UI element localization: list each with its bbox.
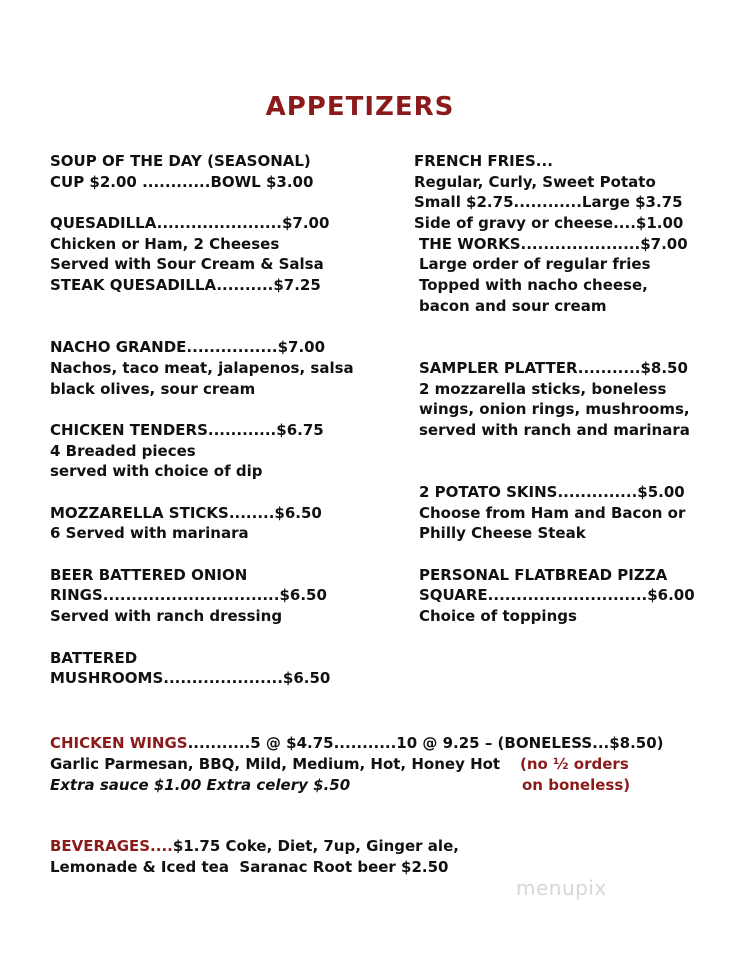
item-line: SOUP OF THE DAY (SEASONAL) [50, 152, 311, 170]
menu-item-quesadilla [50, 213, 354, 296]
menu-item-the-works [414, 234, 695, 317]
menu-item-mozzarella-sticks [50, 503, 354, 544]
item-line: Side of gravy or cheese....$1.00 [414, 214, 684, 233]
item-line: wings, onion rings, mushrooms, [419, 400, 690, 419]
menu-item-potato-skins [414, 482, 695, 544]
item-line: SAMPLER PLATTER...........$8.50 [419, 358, 688, 377]
item-line: Served with ranch dressing [50, 607, 283, 626]
beverages-line-2: Lemonade & Iced tea Saranac Root beer $2.50 [50, 858, 449, 876]
menupix-watermark: menupix [516, 876, 607, 900]
item-line: Large order of regular fries [419, 255, 651, 274]
item-line: Choice of toppings [419, 607, 577, 626]
item-line: BEER BATTERED ONION [50, 565, 248, 584]
item-line: Topped with nacho cheese, [419, 276, 648, 295]
chicken-wings-section [50, 733, 670, 796]
wings-note-line-2: on boneless) [522, 776, 631, 794]
item-line: NACHO GRANDE................$7.00 [50, 338, 326, 357]
menu-item-battered-mushrooms [50, 648, 354, 689]
item-line: Nachos, taco meat, jalapenos, salsa [50, 358, 354, 377]
item-line: QUESADILLA......................$7.00 [50, 214, 330, 233]
item-line: 2 POTATO SKINS..............$5.00 [419, 483, 685, 501]
item-line: SQUARE............................$6.00 [419, 586, 695, 605]
menu-item-nacho-grande [50, 337, 354, 399]
item-line: Regular, Curly, Sweet Potato [414, 172, 656, 191]
item-line: STEAK QUESADILLA..........$7.25 [50, 276, 321, 295]
menu-item-chicken-tenders [50, 420, 354, 482]
item-line: 4 Breaded pieces [50, 441, 196, 460]
item-line: RINGS...............................$6.50 [50, 586, 327, 605]
item-line: Philly Cheese Steak [419, 524, 586, 543]
menu-item-onion-rings [50, 565, 354, 627]
beverages-line-1: $1.75 Coke, Diet, 7up, Ginger ale, [172, 837, 459, 855]
item-line: black olives, sour cream [50, 379, 256, 398]
right-column [414, 151, 695, 627]
item-line: Choose from Ham and Bacon or [419, 503, 686, 522]
item-line: MOZZARELLA STICKS........$6.50 [50, 503, 322, 522]
menu-item-flatbread-pizza [414, 565, 695, 627]
item-line: BATTERED [50, 648, 138, 667]
menu-title: APPETIZERS [265, 92, 455, 122]
item-line: MUSHROOMS.....................$6.50 [50, 669, 331, 688]
wings-note-line-1: (no ½ orders [520, 755, 629, 773]
menu-item-sampler-platter [414, 358, 695, 441]
item-line: THE WORKS.....................$7.00 [419, 234, 688, 253]
item-line: CUP $2.00 ............BOWL $3.00 [50, 172, 314, 191]
item-line: Served with Sour Cream & Salsa [50, 255, 324, 274]
item-line: 6 Served with marinara [50, 524, 249, 543]
wings-price-line: ...........5 @ $4.75...........10 @ 9.25 – (BONELESS...$8.50) [187, 734, 664, 752]
item-line: CHICKEN TENDERS............$6.75 [50, 420, 324, 439]
menu-item-soup [50, 151, 354, 192]
beverages-section [50, 836, 459, 878]
item-line: served with ranch and marinara [419, 420, 690, 439]
wings-label: CHICKEN WINGS [50, 734, 188, 752]
item-line: PERSONAL FLATBREAD PIZZA [419, 565, 668, 584]
menu-item-french-fries [414, 151, 695, 234]
left-column [50, 151, 354, 689]
item-line: bacon and sour cream [419, 296, 607, 315]
item-line: 2 mozzarella sticks, boneless [419, 379, 667, 398]
beverages-label: BEVERAGES.... [50, 837, 173, 855]
item-line: served with choice of dip [50, 462, 263, 481]
item-line: FRENCH FRIES... [414, 152, 553, 170]
wings-extras: Extra sauce $1.00 Extra celery $.50 [50, 776, 351, 794]
item-line: Small $2.75............Large $3.75 [414, 193, 683, 212]
item-line: Chicken or Ham, 2 Cheeses [50, 234, 280, 253]
wings-flavors: Garlic Parmesan, BBQ, Mild, Medium, Hot, Honey Hot [50, 755, 501, 773]
